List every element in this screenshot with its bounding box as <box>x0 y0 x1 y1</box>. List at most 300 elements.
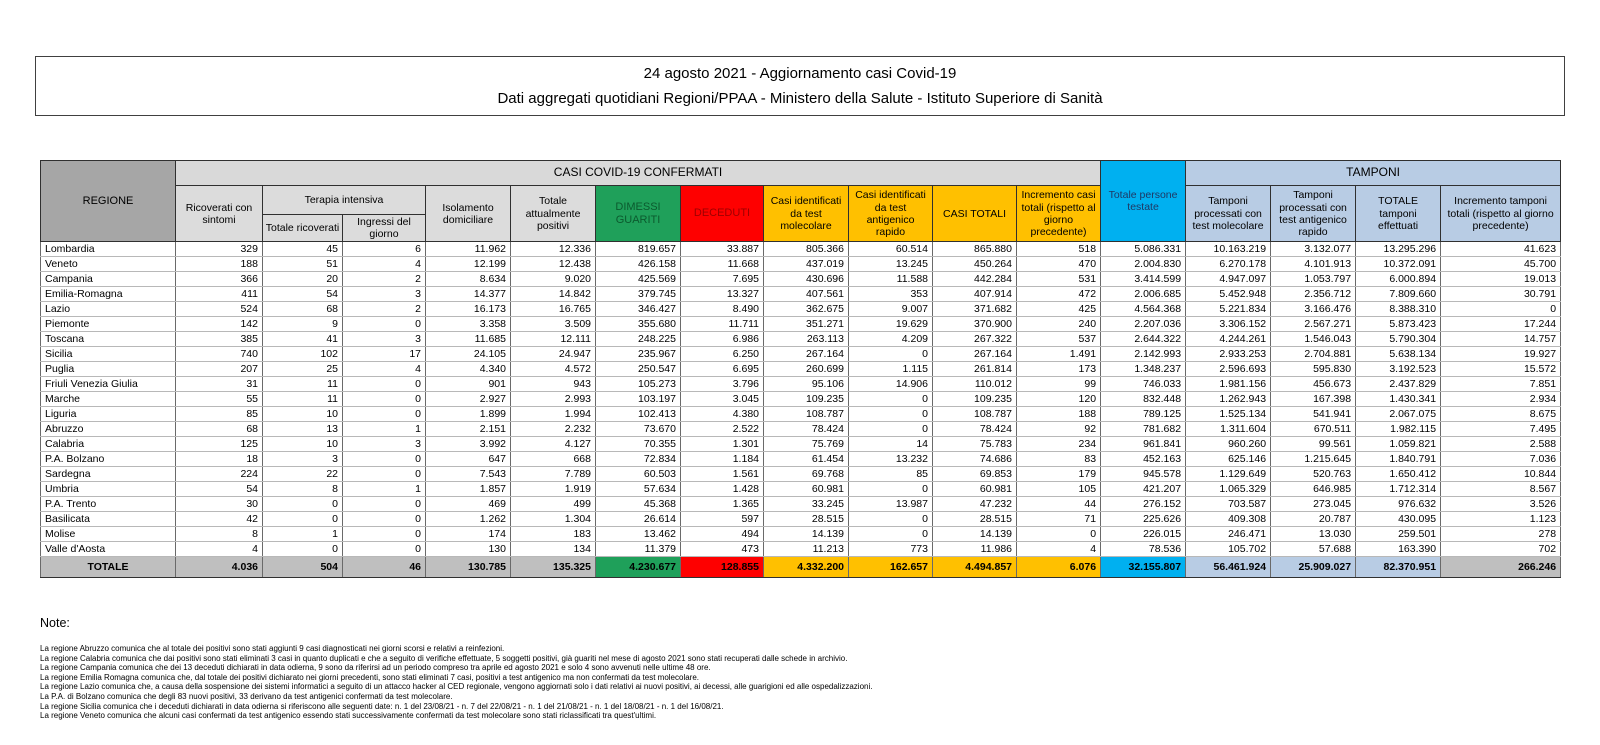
cell-terapia-totale-ricoverati: 504 <box>263 557 343 578</box>
cell-casi-test-molecolare: 75.769 <box>764 437 849 452</box>
cell-terapia-totale-ricoverati: 1 <box>263 527 343 542</box>
cell-totale-tamponi: 1.840.791 <box>1356 452 1441 467</box>
cell-casi-totali: 371.682 <box>933 302 1017 317</box>
header-dimessi-guariti: DIMESSI GUARITI <box>596 186 681 242</box>
cell-terapia-totale-ricoverati: 11 <box>263 377 343 392</box>
table-row <box>41 272 1561 287</box>
cell-tamponi-test-antigenico: 3.166.476 <box>1271 302 1356 317</box>
cell-incremento-casi-totali: 425 <box>1017 302 1101 317</box>
cell-dimessi-guariti: 819.657 <box>596 242 681 257</box>
cell-tamponi-test-molecolare: 625.146 <box>1186 452 1271 467</box>
cell-casi-test-molecolare: 95.106 <box>764 377 849 392</box>
cell-dimessi-guariti: 426.158 <box>596 257 681 272</box>
cell-terapia-totale-ricoverati: 8 <box>263 482 343 497</box>
cell-terapia-totale-ricoverati: 0 <box>263 512 343 527</box>
cell-totale-tamponi: 1.982.115 <box>1356 422 1441 437</box>
header-incremento-tamponi: Incremento tamponi totali (rispetto al giorno precedente) <box>1441 186 1561 242</box>
cell-deceduti: 8.490 <box>681 302 764 317</box>
cell-casi-test-antigenico: 11.588 <box>849 272 933 287</box>
cell-totale-tamponi: 2.067.075 <box>1356 407 1441 422</box>
cell-deceduti: 11.711 <box>681 317 764 332</box>
region-name: Umbria <box>41 482 176 497</box>
header-deceduti: DECEDUTI <box>681 186 764 242</box>
note-line: La regione Calabria comunica che dai positivi sono stati eliminati 3 casi in quanto duplicati e che a seguito di verifiche effettuate, 5 soggetti positivi, già guariti nel mese di agosto 2021 sono stati recuperati dalle schede in archivio. <box>40 653 848 663</box>
cell-terapia-totale-ricoverati: 11 <box>263 392 343 407</box>
cell-totale-persone-testate: 421.207 <box>1101 482 1186 497</box>
cell-terapia-ingressi-giorno: 3 <box>343 437 426 452</box>
cell-incremento-tamponi: 7.036 <box>1441 452 1561 467</box>
cell-dimessi-guariti: 4.230.677 <box>596 557 681 578</box>
cell-deceduti: 13.327 <box>681 287 764 302</box>
cell-dimessi-guariti: 26.614 <box>596 512 681 527</box>
cell-tamponi-test-antigenico: 20.787 <box>1271 512 1356 527</box>
header-casi-totali: CASI TOTALI <box>933 186 1017 242</box>
region-name: P.A. Bolzano <box>41 452 176 467</box>
cell-totale-attualmente-positivi: 9.020 <box>511 272 596 287</box>
cell-terapia-totale-ricoverati: 22 <box>263 467 343 482</box>
cell-totale-attualmente-positivi: 12.438 <box>511 257 596 272</box>
cell-casi-test-molecolare: 362.675 <box>764 302 849 317</box>
cell-terapia-ingressi-giorno: 0 <box>343 392 426 407</box>
cell-casi-test-molecolare: 260.699 <box>764 362 849 377</box>
table-body <box>41 242 1561 578</box>
cell-incremento-casi-totali: 537 <box>1017 332 1101 347</box>
cell-tamponi-test-antigenico: 670.511 <box>1271 422 1356 437</box>
cell-dimessi-guariti: 45.368 <box>596 497 681 512</box>
table-row <box>41 257 1561 272</box>
cell-incremento-casi-totali: 179 <box>1017 467 1101 482</box>
region-name: P.A. Trento <box>41 497 176 512</box>
cell-totale-attualmente-positivi: 24.947 <box>511 347 596 362</box>
covid-data-table <box>40 160 1561 578</box>
cell-incremento-casi-totali: 4 <box>1017 542 1101 557</box>
cell-terapia-ingressi-giorno: 0 <box>343 467 426 482</box>
cell-totale-persone-testate: 32.155.807 <box>1101 557 1186 578</box>
region-name: Sicilia <box>41 347 176 362</box>
cell-terapia-ingressi-giorno: 6 <box>343 242 426 257</box>
note-line: La regione Campania comunica che dei 13 deceduti dichiarati in data odierna, 9 sono da riferirsi ad un periodo compreso tra aprile ed agosto 2021 e solo 4 sono avvenuti nelle ultime 48 ore. <box>40 663 711 673</box>
cell-tamponi-test-antigenico: 57.688 <box>1271 542 1356 557</box>
header-terapia-intensiva: Terapia intensiva <box>263 186 426 215</box>
cell-casi-totali: 28.515 <box>933 512 1017 527</box>
cell-tamponi-test-molecolare: 1.065.329 <box>1186 482 1271 497</box>
cell-incremento-casi-totali: 240 <box>1017 317 1101 332</box>
table-row <box>41 242 1561 257</box>
cell-terapia-totale-ricoverati: 54 <box>263 287 343 302</box>
cell-isolamento-domiciliare: 469 <box>426 497 511 512</box>
table-row <box>41 452 1561 467</box>
table-row <box>41 377 1561 392</box>
cell-dimessi-guariti: 57.634 <box>596 482 681 497</box>
cell-isolamento-domiciliare: 2.927 <box>426 392 511 407</box>
cell-incremento-tamponi: 30.791 <box>1441 287 1561 302</box>
table-row <box>41 407 1561 422</box>
region-name: Friuli Venezia Giulia <box>41 377 176 392</box>
cell-tamponi-test-molecolare: 10.163.219 <box>1186 242 1271 257</box>
cell-dimessi-guariti: 250.547 <box>596 362 681 377</box>
cell-ricoverati-con-sintomi: 68 <box>176 422 263 437</box>
cell-incremento-tamponi: 45.700 <box>1441 257 1561 272</box>
cell-totale-attualmente-positivi: 499 <box>511 497 596 512</box>
cell-casi-test-antigenico: 0 <box>849 527 933 542</box>
cell-incremento-casi-totali: 6.076 <box>1017 557 1101 578</box>
cell-totale-persone-testate: 746.033 <box>1101 377 1186 392</box>
cell-ricoverati-con-sintomi: 85 <box>176 407 263 422</box>
cell-totale-attualmente-positivi: 4.572 <box>511 362 596 377</box>
cell-totale-attualmente-positivi: 14.842 <box>511 287 596 302</box>
cell-terapia-totale-ricoverati: 9 <box>263 317 343 332</box>
table-row <box>41 527 1561 542</box>
cell-totale-persone-testate: 2.006.685 <box>1101 287 1186 302</box>
cell-terapia-totale-ricoverati: 0 <box>263 497 343 512</box>
cell-totale-attualmente-positivi: 4.127 <box>511 437 596 452</box>
cell-casi-totali: 11.986 <box>933 542 1017 557</box>
cell-ricoverati-con-sintomi: 142 <box>176 317 263 332</box>
cell-totale-tamponi: 7.809.660 <box>1356 287 1441 302</box>
region-name: Basilicata <box>41 512 176 527</box>
cell-casi-test-molecolare: 351.271 <box>764 317 849 332</box>
cell-totale-persone-testate: 2.207.036 <box>1101 317 1186 332</box>
cell-tamponi-test-molecolare: 4.947.097 <box>1186 272 1271 287</box>
cell-terapia-ingressi-giorno: 0 <box>343 497 426 512</box>
cell-casi-totali: 110.012 <box>933 377 1017 392</box>
cell-tamponi-test-molecolare: 3.306.152 <box>1186 317 1271 332</box>
cell-ricoverati-con-sintomi: 385 <box>176 332 263 347</box>
region-name: Piemonte <box>41 317 176 332</box>
cell-terapia-ingressi-giorno: 0 <box>343 407 426 422</box>
cell-totale-attualmente-positivi: 7.789 <box>511 467 596 482</box>
cell-totale-tamponi: 3.192.523 <box>1356 362 1441 377</box>
cell-incremento-tamponi: 8.675 <box>1441 407 1561 422</box>
cell-totale-tamponi: 13.295.296 <box>1356 242 1441 257</box>
cell-tamponi-test-molecolare: 1.262.943 <box>1186 392 1271 407</box>
table-row <box>41 422 1561 437</box>
cell-tamponi-test-antigenico: 1.546.043 <box>1271 332 1356 347</box>
cell-ricoverati-con-sintomi: 188 <box>176 257 263 272</box>
header-regione: REGIONE <box>41 161 176 242</box>
cell-tamponi-test-molecolare: 5.452.948 <box>1186 287 1271 302</box>
cell-casi-totali: 267.164 <box>933 347 1017 362</box>
cell-totale-attualmente-positivi: 12.111 <box>511 332 596 347</box>
cell-casi-test-molecolare: 69.768 <box>764 467 849 482</box>
cell-casi-totali: 14.139 <box>933 527 1017 542</box>
region-name: Veneto <box>41 257 176 272</box>
cell-totale-tamponi: 1.059.821 <box>1356 437 1441 452</box>
cell-casi-test-antigenico: 162.657 <box>849 557 933 578</box>
cell-totale-tamponi: 163.390 <box>1356 542 1441 557</box>
cell-isolamento-domiciliare: 16.173 <box>426 302 511 317</box>
cell-deceduti: 1.365 <box>681 497 764 512</box>
cell-isolamento-domiciliare: 11.962 <box>426 242 511 257</box>
cell-totale-persone-testate: 225.626 <box>1101 512 1186 527</box>
cell-terapia-ingressi-giorno: 17 <box>343 347 426 362</box>
cell-incremento-tamponi: 266.246 <box>1441 557 1561 578</box>
cell-incremento-tamponi: 278 <box>1441 527 1561 542</box>
cell-casi-test-molecolare: 14.139 <box>764 527 849 542</box>
cell-casi-test-molecolare: 61.454 <box>764 452 849 467</box>
cell-totale-persone-testate: 789.125 <box>1101 407 1186 422</box>
cell-dimessi-guariti: 70.355 <box>596 437 681 452</box>
cell-casi-test-molecolare: 267.164 <box>764 347 849 362</box>
cell-terapia-ingressi-giorno: 0 <box>343 512 426 527</box>
cell-incremento-casi-totali: 71 <box>1017 512 1101 527</box>
cell-isolamento-domiciliare: 12.199 <box>426 257 511 272</box>
cell-incremento-tamponi: 7.851 <box>1441 377 1561 392</box>
cell-casi-test-molecolare: 60.981 <box>764 482 849 497</box>
table-row <box>41 332 1561 347</box>
cell-isolamento-domiciliare: 8.634 <box>426 272 511 287</box>
cell-ricoverati-con-sintomi: 740 <box>176 347 263 362</box>
cell-tamponi-test-antigenico: 646.985 <box>1271 482 1356 497</box>
cell-tamponi-test-antigenico: 2.704.881 <box>1271 347 1356 362</box>
table-row <box>41 512 1561 527</box>
cell-incremento-casi-totali: 518 <box>1017 242 1101 257</box>
cell-totale-tamponi: 976.632 <box>1356 497 1441 512</box>
cell-isolamento-domiciliare: 2.151 <box>426 422 511 437</box>
cell-casi-totali: 450.264 <box>933 257 1017 272</box>
region-name: Abruzzo <box>41 422 176 437</box>
cell-totale-tamponi: 10.372.091 <box>1356 257 1441 272</box>
header-tamponi-molecolare: Tamponi processati con test molecolare <box>1186 186 1271 242</box>
cell-ricoverati-con-sintomi: 8 <box>176 527 263 542</box>
cell-dimessi-guariti: 60.503 <box>596 467 681 482</box>
header-tamponi-antigenico: Tamponi processati con test antigenico rapido <box>1271 186 1356 242</box>
cell-dimessi-guariti: 103.197 <box>596 392 681 407</box>
cell-incremento-casi-totali: 234 <box>1017 437 1101 452</box>
region-name: Emilia-Romagna <box>41 287 176 302</box>
cell-isolamento-domiciliare: 7.543 <box>426 467 511 482</box>
note-line: La regione Lazio comunica che, a causa della sospensione dei sistemi informatici a seguito di un attacco hacker al CED regionale, vengono aggiornati solo i dati relativi ai nuovi positivi, ai decessi, alle guarigioni ed alle ospedalizzazioni. <box>40 682 873 692</box>
region-name: Sardegna <box>41 467 176 482</box>
cell-ricoverati-con-sintomi: 125 <box>176 437 263 452</box>
cell-tamponi-test-antigenico: 2.567.271 <box>1271 317 1356 332</box>
region-name: Puglia <box>41 362 176 377</box>
cell-terapia-ingressi-giorno: 0 <box>343 452 426 467</box>
cell-casi-test-antigenico: 0 <box>849 392 933 407</box>
table-row <box>41 362 1561 377</box>
cell-tamponi-test-antigenico: 167.398 <box>1271 392 1356 407</box>
cell-casi-totali: 865.880 <box>933 242 1017 257</box>
cell-totale-attualmente-positivi: 1.304 <box>511 512 596 527</box>
header-tamponi-band: TAMPONI <box>1186 161 1561 186</box>
cell-ricoverati-con-sintomi: 411 <box>176 287 263 302</box>
cell-terapia-totale-ricoverati: 10 <box>263 407 343 422</box>
cell-ricoverati-con-sintomi: 329 <box>176 242 263 257</box>
notes-heading: Note: <box>40 616 70 630</box>
cell-deceduti: 597 <box>681 512 764 527</box>
cell-terapia-totale-ricoverati: 25 <box>263 362 343 377</box>
cell-casi-totali: 267.322 <box>933 332 1017 347</box>
cell-casi-test-antigenico: 0 <box>849 512 933 527</box>
header-casi-test-antigenico: Casi identificati da test antigenico rapido <box>849 186 933 242</box>
cell-casi-totali: 69.853 <box>933 467 1017 482</box>
region-name: Calabria <box>41 437 176 452</box>
region-name: Campania <box>41 272 176 287</box>
cell-terapia-ingressi-giorno: 2 <box>343 272 426 287</box>
cell-tamponi-test-antigenico: 3.132.077 <box>1271 242 1356 257</box>
cell-tamponi-test-molecolare: 2.596.693 <box>1186 362 1271 377</box>
cell-incremento-tamponi: 19.013 <box>1441 272 1561 287</box>
cell-deceduti: 4.380 <box>681 407 764 422</box>
header-totale-attualmente-positivi: Totale attualmente positivi <box>511 186 596 242</box>
cell-casi-test-molecolare: 263.113 <box>764 332 849 347</box>
header-casi-test-molecolare: Casi identificati da test molecolare <box>764 186 849 242</box>
cell-casi-test-antigenico: 0 <box>849 482 933 497</box>
cell-ricoverati-con-sintomi: 224 <box>176 467 263 482</box>
region-name: Lazio <box>41 302 176 317</box>
cell-casi-test-antigenico: 773 <box>849 542 933 557</box>
cell-totale-attualmente-positivi: 1.994 <box>511 407 596 422</box>
cell-tamponi-test-molecolare: 246.471 <box>1186 527 1271 542</box>
cell-tamponi-test-antigenico: 1.053.797 <box>1271 272 1356 287</box>
cell-casi-totali: 407.914 <box>933 287 1017 302</box>
cell-incremento-casi-totali: 120 <box>1017 392 1101 407</box>
cell-incremento-tamponi: 41.623 <box>1441 242 1561 257</box>
cell-casi-totali: 60.981 <box>933 482 1017 497</box>
cell-terapia-ingressi-giorno: 0 <box>343 377 426 392</box>
cell-incremento-tamponi: 15.572 <box>1441 362 1561 377</box>
cell-totale-attualmente-positivi: 12.336 <box>511 242 596 257</box>
cell-incremento-casi-totali: 188 <box>1017 407 1101 422</box>
cell-totale-tamponi: 5.638.134 <box>1356 347 1441 362</box>
cell-totale-attualmente-positivi: 943 <box>511 377 596 392</box>
cell-totale-tamponi: 5.790.304 <box>1356 332 1441 347</box>
cell-totale-tamponi: 1.650.412 <box>1356 467 1441 482</box>
cell-incremento-tamponi: 2.934 <box>1441 392 1561 407</box>
cell-terapia-totale-ricoverati: 3 <box>263 452 343 467</box>
cell-totale-attualmente-positivi: 16.765 <box>511 302 596 317</box>
cell-casi-test-molecolare: 109.235 <box>764 392 849 407</box>
cell-casi-test-molecolare: 78.424 <box>764 422 849 437</box>
cell-tamponi-test-antigenico: 4.101.913 <box>1271 257 1356 272</box>
cell-isolamento-domiciliare: 11.685 <box>426 332 511 347</box>
cell-incremento-tamponi: 8.567 <box>1441 482 1561 497</box>
cell-tamponi-test-antigenico: 273.045 <box>1271 497 1356 512</box>
cell-terapia-totale-ricoverati: 41 <box>263 332 343 347</box>
cell-tamponi-test-molecolare: 960.260 <box>1186 437 1271 452</box>
cell-incremento-casi-totali: 44 <box>1017 497 1101 512</box>
cell-casi-test-antigenico: 85 <box>849 467 933 482</box>
note-line: La regione Emilia Romagna comunica che, dal totale dei positivi dichiarato nei giorni precedenti, sono stati eliminati 7 casi, positivi a test antigenico ma non confermati da test molecolare. <box>40 672 700 682</box>
cell-isolamento-domiciliare: 901 <box>426 377 511 392</box>
cell-terapia-ingressi-giorno: 0 <box>343 527 426 542</box>
cell-incremento-tamponi: 1.123 <box>1441 512 1561 527</box>
cell-casi-totali: 78.424 <box>933 422 1017 437</box>
cell-tamponi-test-molecolare: 1.981.156 <box>1186 377 1271 392</box>
cell-terapia-ingressi-giorno: 3 <box>343 332 426 347</box>
header-totale-ricoverati: Totale ricoverati <box>263 215 343 242</box>
cell-isolamento-domiciliare: 1.899 <box>426 407 511 422</box>
cell-deceduti: 6.250 <box>681 347 764 362</box>
cell-casi-test-molecolare: 4.332.200 <box>764 557 849 578</box>
cell-casi-test-antigenico: 1.115 <box>849 362 933 377</box>
header-ricoverati-con-sintomi: Ricoverati con sintomi <box>176 186 263 242</box>
note-line: La P.A. di Bolzano comunica che degli 83 nuovi positivi, 33 derivano da test antigenici confermati da test molecolare. <box>40 691 453 701</box>
cell-incremento-tamponi: 2.588 <box>1441 437 1561 452</box>
table-row <box>41 467 1561 482</box>
table-row <box>41 542 1561 557</box>
table-row <box>41 317 1561 332</box>
cell-totale-persone-testate: 2.142.993 <box>1101 347 1186 362</box>
cell-totale-persone-testate: 276.152 <box>1101 497 1186 512</box>
cell-tamponi-test-antigenico: 595.830 <box>1271 362 1356 377</box>
cell-deceduti: 11.668 <box>681 257 764 272</box>
cell-casi-test-molecolare: 33.245 <box>764 497 849 512</box>
cell-totale-persone-testate: 945.578 <box>1101 467 1186 482</box>
region-name: Marche <box>41 392 176 407</box>
cell-tamponi-test-antigenico: 541.941 <box>1271 407 1356 422</box>
report-title-line1: 24 agosto 2021 - Aggiornamento casi Covid-19 <box>643 65 957 82</box>
cell-totale-attualmente-positivi: 2.232 <box>511 422 596 437</box>
cell-isolamento-domiciliare: 3.992 <box>426 437 511 452</box>
cell-isolamento-domiciliare: 130 <box>426 542 511 557</box>
cell-tamponi-test-molecolare: 5.221.834 <box>1186 302 1271 317</box>
cell-totale-persone-testate: 2.644.322 <box>1101 332 1186 347</box>
region-name: Valle d'Aosta <box>41 542 176 557</box>
totale-label: TOTALE <box>41 557 176 578</box>
cell-tamponi-test-molecolare: 1.311.604 <box>1186 422 1271 437</box>
cell-totale-persone-testate: 4.564.368 <box>1101 302 1186 317</box>
header-casi-confermati-band: CASI COVID-19 CONFERMATI <box>176 161 1101 186</box>
table-row <box>41 482 1561 497</box>
cell-totale-tamponi: 1.430.341 <box>1356 392 1441 407</box>
cell-incremento-tamponi: 7.495 <box>1441 422 1561 437</box>
cell-deceduti: 6.695 <box>681 362 764 377</box>
cell-totale-tamponi: 6.000.894 <box>1356 272 1441 287</box>
cell-totale-tamponi: 430.095 <box>1356 512 1441 527</box>
note-line: La regione Abruzzo comunica che al totale dei positivi sono stati aggiunti 9 casi diagnosticati nei giorni scorsi e relativi a reinfezioni. <box>40 644 505 653</box>
cell-ricoverati-con-sintomi: 42 <box>176 512 263 527</box>
cell-ricoverati-con-sintomi: 18 <box>176 452 263 467</box>
cell-incremento-tamponi: 14.757 <box>1441 332 1561 347</box>
cell-terapia-totale-ricoverati: 102 <box>263 347 343 362</box>
cell-casi-test-antigenico: 13.245 <box>849 257 933 272</box>
cell-deceduti: 1.428 <box>681 482 764 497</box>
cell-isolamento-domiciliare: 130.785 <box>426 557 511 578</box>
cell-deceduti: 1.301 <box>681 437 764 452</box>
cell-totale-persone-testate: 78.536 <box>1101 542 1186 557</box>
cell-deceduti: 33.887 <box>681 242 764 257</box>
cell-totale-tamponi: 5.873.423 <box>1356 317 1441 332</box>
cell-deceduti: 6.986 <box>681 332 764 347</box>
cell-dimessi-guariti: 73.670 <box>596 422 681 437</box>
cell-casi-test-antigenico: 0 <box>849 407 933 422</box>
cell-totale-persone-testate: 961.841 <box>1101 437 1186 452</box>
cell-incremento-tamponi: 19.927 <box>1441 347 1561 362</box>
cell-ricoverati-con-sintomi: 366 <box>176 272 263 287</box>
cell-terapia-ingressi-giorno: 1 <box>343 422 426 437</box>
cell-incremento-casi-totali: 472 <box>1017 287 1101 302</box>
cell-terapia-ingressi-giorno: 3 <box>343 287 426 302</box>
cell-casi-test-antigenico: 9.007 <box>849 302 933 317</box>
region-name: Liguria <box>41 407 176 422</box>
cell-incremento-casi-totali: 92 <box>1017 422 1101 437</box>
table-row <box>41 287 1561 302</box>
cell-isolamento-domiciliare: 4.340 <box>426 362 511 377</box>
cell-isolamento-domiciliare: 14.377 <box>426 287 511 302</box>
cell-incremento-casi-totali: 99 <box>1017 377 1101 392</box>
cell-totale-persone-testate: 2.004.830 <box>1101 257 1186 272</box>
cell-deceduti: 1.184 <box>681 452 764 467</box>
table-row <box>41 302 1561 317</box>
cell-ricoverati-con-sintomi: 31 <box>176 377 263 392</box>
cell-totale-persone-testate: 781.682 <box>1101 422 1186 437</box>
cell-casi-totali: 370.900 <box>933 317 1017 332</box>
region-name: Toscana <box>41 332 176 347</box>
cell-casi-test-antigenico: 0 <box>849 422 933 437</box>
cell-dimessi-guariti: 13.462 <box>596 527 681 542</box>
cell-terapia-ingressi-giorno: 2 <box>343 302 426 317</box>
